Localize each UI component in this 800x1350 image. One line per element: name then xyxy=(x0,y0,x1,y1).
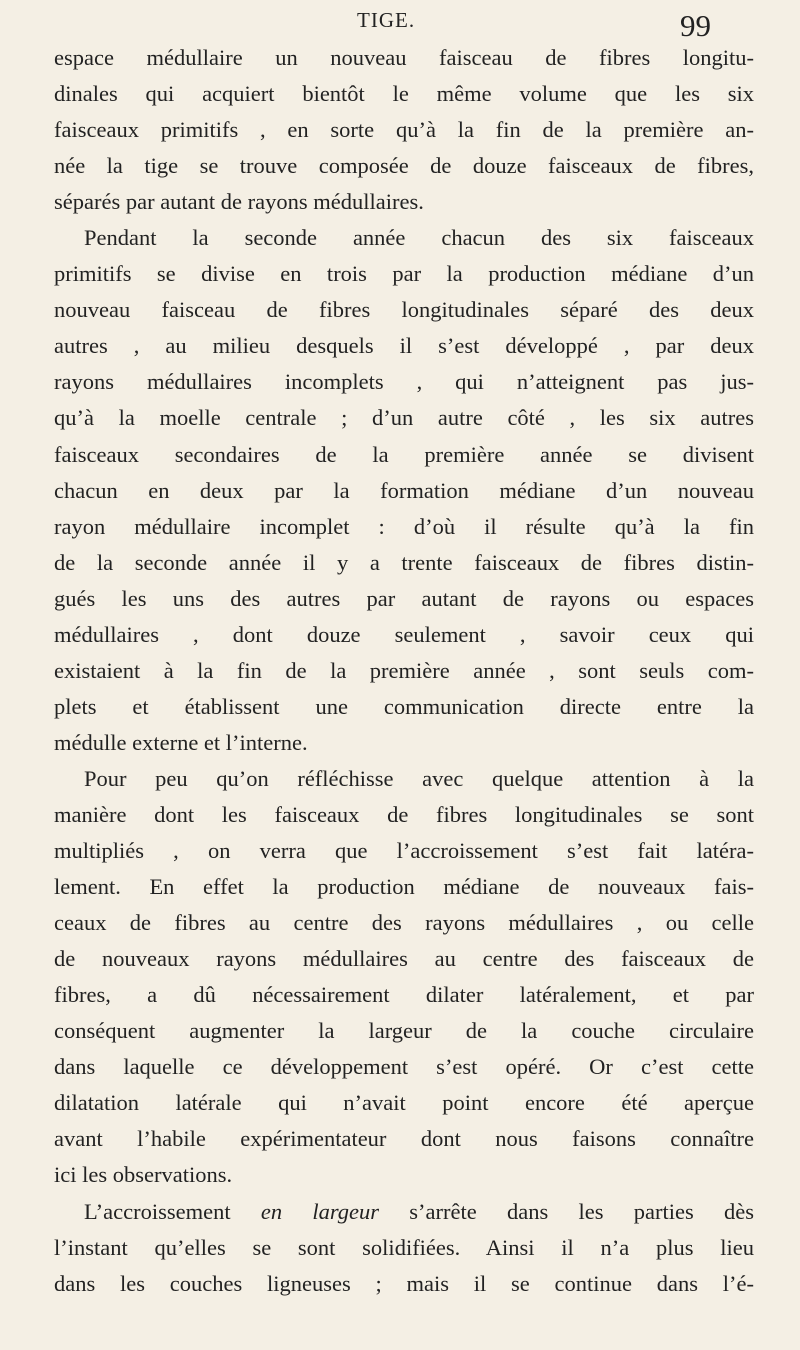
text-line: médullaires , dont douze seulement , savoir ceux qui xyxy=(54,621,754,647)
text-line: conséquent augmenter la largeur de la couche circulaire xyxy=(54,1018,754,1044)
text-line: séparés par autant de rayons médullaires. xyxy=(54,189,424,215)
text-line: dilatation latérale qui n’avait point encore été aperçue xyxy=(54,1090,754,1116)
text-line: plets et établissent une communication directe entre la xyxy=(54,693,754,719)
text-line: faisceaux primitifs , en sorte qu’à la fin de la première an- xyxy=(54,117,754,143)
text-line: autres , au milieu desquels il s’est développé , par deux xyxy=(54,333,754,359)
text-line: l’instant qu’elles se sont solidifiées. Ainsi il n’a plus lieu xyxy=(54,1234,754,1260)
text-line: de nouveaux rayons médullaires au centre des faisceaux de xyxy=(54,946,754,972)
italic-phrase: en largeur xyxy=(260,1198,380,1224)
body-text xyxy=(54,40,754,1302)
text-line: existaient à la fin de la première année , sont seuls com- xyxy=(54,657,754,683)
text-line: Pendant la seconde année chacun des six faisceaux xyxy=(84,225,754,251)
text-line: rayon médullaire incomplet : d’où il résulte qu’à la fin xyxy=(54,513,754,539)
text-line: née la tige se trouve composée de douze faisceaux de fibres, xyxy=(54,153,754,179)
text-line: de la seconde année il y a trente faisceaux de fibres distin- xyxy=(54,549,754,575)
text-line: espace médullaire un nouveau faisceau de fibres longitu- xyxy=(54,45,754,70)
text-line: primitifs se divise en trois par la production médiane d’un xyxy=(54,261,754,287)
text-line: dans les couches ligneuses ; mais il se continue dans l’é- xyxy=(54,1270,754,1296)
text-line: dinales qui acquiert bientôt le même volume que les six xyxy=(54,81,754,107)
text-line: ceaux de fibres au centre des rayons médullaires , ou celle xyxy=(54,910,754,936)
text-line: avant l’habile expérimentateur dont nous faisons connaître xyxy=(54,1126,754,1152)
text-line: Pour peu qu’on réfléchisse avec quelque attention à la xyxy=(84,765,754,791)
text-line: qu’à la moelle centrale ; d’un autre côté , les six autres xyxy=(54,405,754,431)
text-line: chacun en deux par la formation médiane d’un nouveau xyxy=(54,477,754,503)
text-line: multipliés , on verra que l’accroissement s’est fait latéra- xyxy=(54,838,754,864)
text-line: nouveau faisceau de fibres longitudinales séparé des deux xyxy=(54,297,754,323)
page-number: 99 xyxy=(680,8,711,43)
text-line: manière dont les faisceaux de fibres longitudinales se sont xyxy=(54,801,754,827)
text-line: fibres, a dû nécessairement dilater latéralement, et par xyxy=(54,982,754,1008)
text-run: s’arrête dans les parties dès xyxy=(379,1198,754,1224)
text-line: médulle externe et l’interne. xyxy=(54,729,308,755)
text-line: gués les uns des autres par autant de rayons ou espaces xyxy=(54,585,754,611)
text-line: rayons médullaires incomplets , qui n’atteignent pas jus- xyxy=(54,369,754,395)
running-title: TIGE. xyxy=(357,8,416,32)
text-line: faisceaux secondaires de la première année se divisent xyxy=(54,441,754,467)
text-line: ici les observations. xyxy=(54,1162,233,1188)
text-line xyxy=(54,1194,754,1230)
text-line: lement. En effet la production médiane de nouveaux fais- xyxy=(54,874,754,900)
text-run: L’accroissement xyxy=(84,1198,261,1224)
text-line: dans laquelle ce développement s’est opéré. Or c’est cette xyxy=(54,1054,754,1080)
